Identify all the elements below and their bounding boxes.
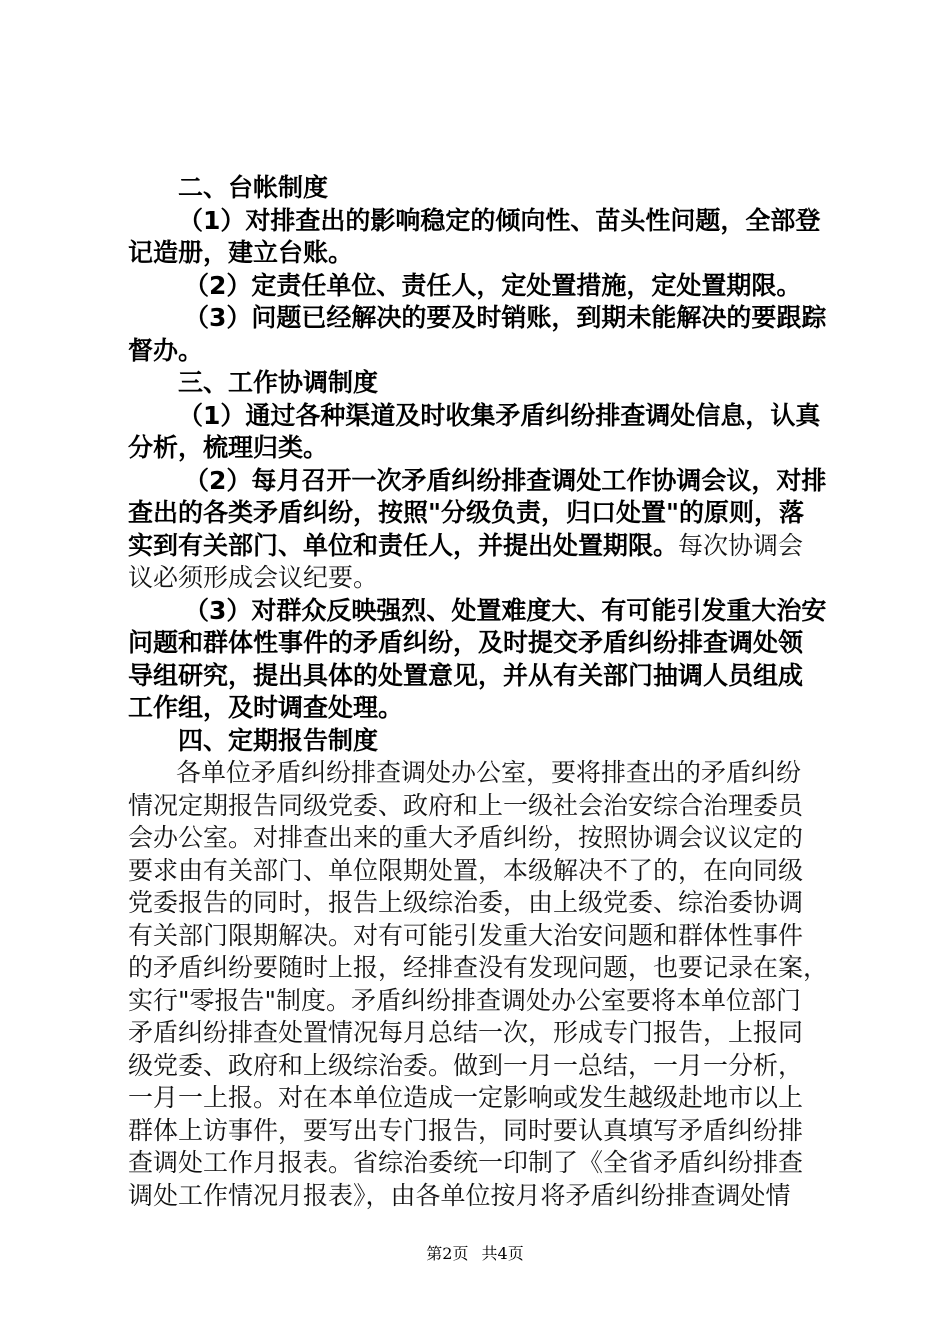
paragraph-line: 党委报告的同时，报告上级综治委，由上级党委、综治委协调 bbox=[128, 888, 804, 917]
paragraph-line: 级党委、政府和上级综治委。做到一月一总结，一月一分析， bbox=[128, 1050, 804, 1080]
section-heading-coordination: 三、工作协调制度 bbox=[178, 368, 379, 397]
paragraph-line: （1）通过各种渠道及时收集矛盾纠纷排查调处信息，认真 bbox=[178, 400, 821, 430]
paragraph-text-bold: 实到有关部门、单位和责任人，并提出处置期限。 bbox=[128, 530, 679, 560]
paragraph-line: （1）对排查出的影响稳定的倾向性、苗头性问题，全部登 bbox=[178, 205, 821, 235]
paragraph-line: 记造册，建立台账。 bbox=[128, 238, 354, 267]
document-body bbox=[128, 172, 832, 1212]
paragraph-line: 分析，梳理归类。 bbox=[128, 433, 329, 462]
paragraph-line: 问题和群体性事件的矛盾纠纷，及时提交矛盾纠纷排查调处领 bbox=[128, 628, 804, 657]
paragraph-line: 议必须形成会议纪要。 bbox=[128, 563, 379, 592]
paragraph-line: 群体上访事件，要写出专门报告，同时要认真填写矛盾纠纷排 bbox=[128, 1115, 804, 1145]
paragraph-line: 工作组，及时调查处理。 bbox=[128, 693, 404, 722]
paragraph-line: 的矛盾纠纷要随时上报，经排查没有发现问题，也要记录在案， bbox=[128, 953, 829, 982]
paragraph-line: 导组研究，提出具体的处置意见，并从有关部门抽调人员组成 bbox=[128, 660, 804, 690]
paragraph-line: 实行"零报告"制度。矛盾纠纷排查调处办公室要将本单位部门 bbox=[128, 985, 802, 1015]
paragraph-line: 有关部门限期解决。对有可能引发重大治安问题和群体性事件 bbox=[128, 920, 804, 950]
paragraph-line: 一月一上报。对在本单位造成一定影响或发生越级赴地市以上 bbox=[128, 1083, 804, 1112]
paragraph-line-mixed bbox=[128, 530, 832, 563]
page-number: 第2页 bbox=[426, 1244, 469, 1263]
paragraph-line: （3）对群众反映强烈、处置难度大、有可能引发重大治安 bbox=[184, 595, 827, 625]
paragraph-line: 查出的各类矛盾纠纷，按照"分级负责，归口处置"的原则，落 bbox=[128, 498, 805, 527]
paragraph-line: 会办公室。对排查出来的重大矛盾纠纷，按照协调会议议定的 bbox=[128, 823, 804, 852]
page-total: 共4页 bbox=[481, 1244, 524, 1263]
section-heading-reporting: 四、定期报告制度 bbox=[178, 725, 379, 755]
paragraph-line: 矛盾纠纷排查处置情况每月总结一次，形成专门报告，上报同 bbox=[128, 1018, 804, 1047]
paragraph-line: 情况定期报告同级党委、政府和上一级社会治安综合治理委员 bbox=[128, 790, 804, 820]
paragraph-text-light: 每次协调会 bbox=[678, 530, 804, 560]
paragraph-line: （2）定责任单位、责任人，定处置措施，定处置期限。 bbox=[184, 270, 802, 300]
paragraph-line: 各单位矛盾纠纷排查调处办公室，要将排查出的矛盾纠纷 bbox=[176, 758, 802, 787]
paragraph-line: 调处工作情况月报表》，由各单位按月将矛盾纠纷排查调处情 bbox=[128, 1180, 791, 1210]
paragraph-line: （2）每月召开一次矛盾纠纷排查调处工作协调会议，对排 bbox=[184, 465, 827, 495]
paragraph-line: （3）问题已经解决的要及时销账，到期未能解决的要跟踪 bbox=[184, 303, 827, 332]
paragraph-line: 查调处工作月报表。省综治委统一印制了《全省矛盾纠纷排查 bbox=[128, 1148, 804, 1177]
page-footer bbox=[0, 1244, 950, 1264]
section-heading-ledger: 二、台帐制度 bbox=[178, 173, 329, 202]
paragraph-line: 督办。 bbox=[128, 335, 204, 365]
paragraph-line: 要求由有关部门、单位限期处置，本级解决不了的，在向同级 bbox=[128, 855, 804, 885]
